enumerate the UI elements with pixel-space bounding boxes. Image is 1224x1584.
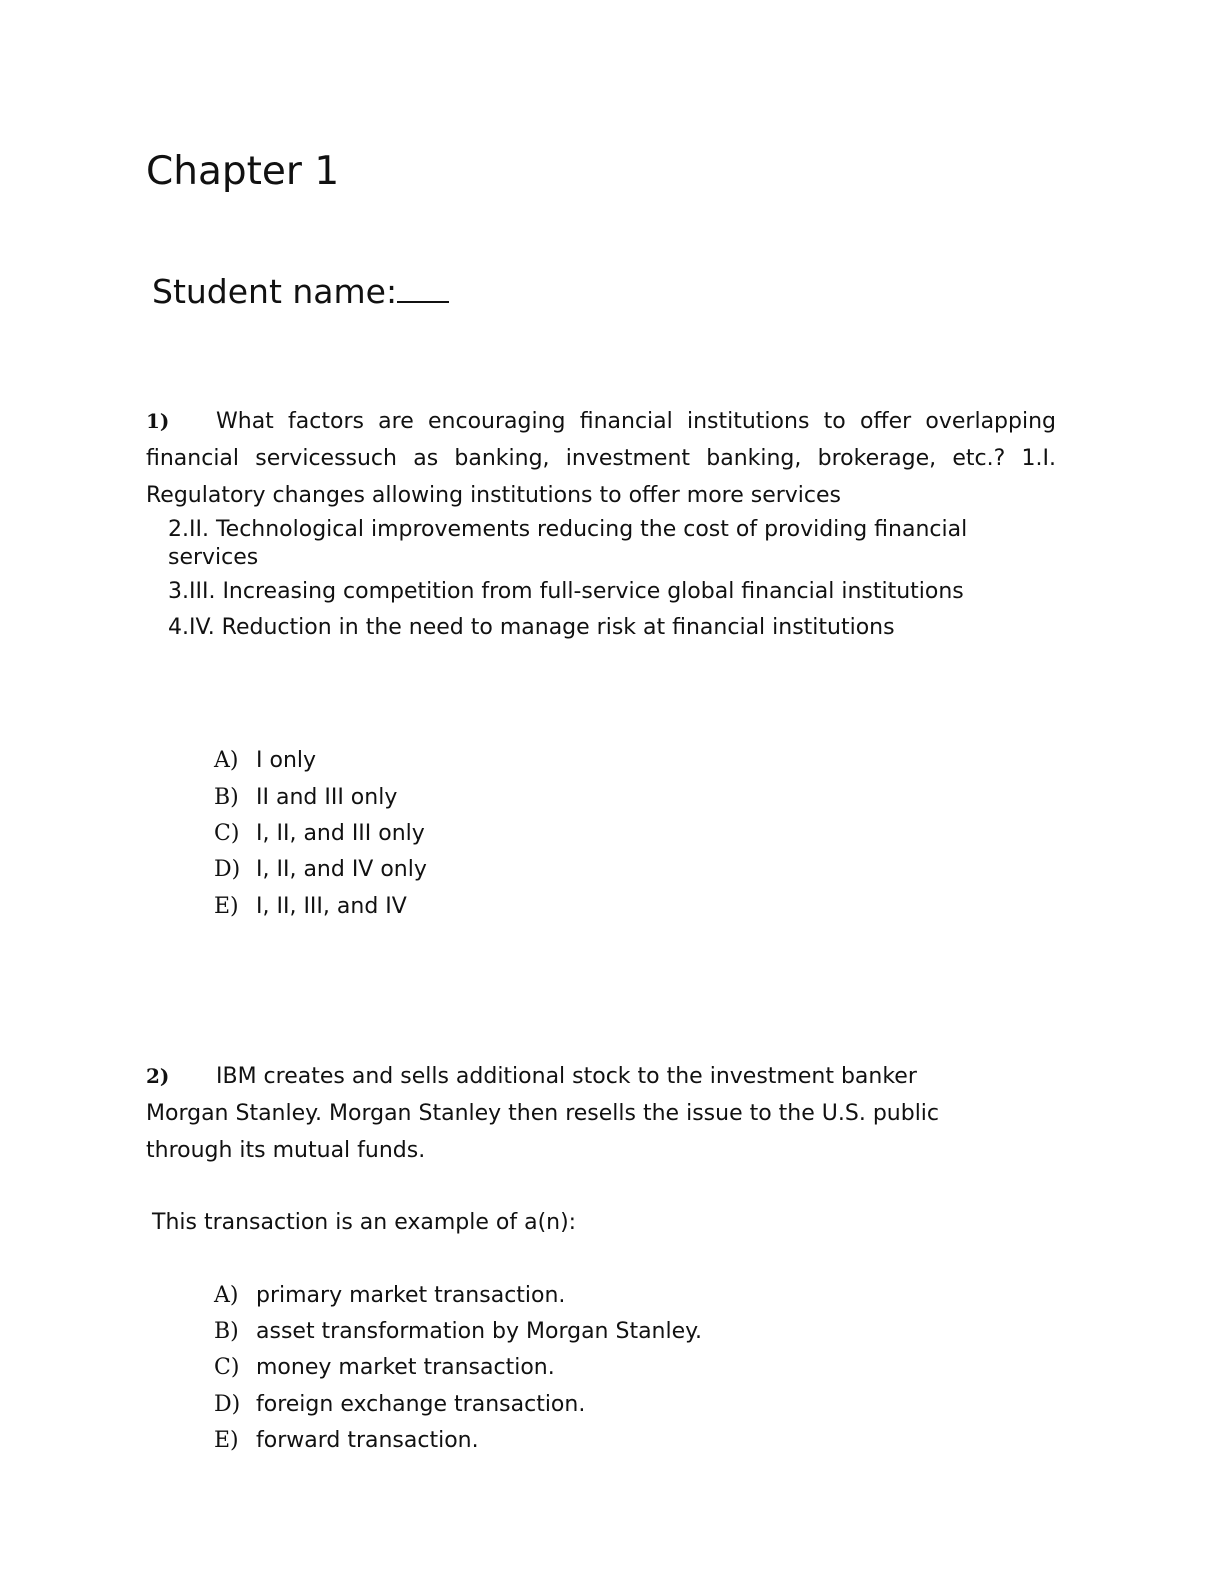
option-letter: C) (214, 821, 240, 846)
question-1-option-b[interactable] (214, 783, 397, 813)
option-text: I, II, and III only (256, 821, 425, 846)
option-letter: A) (214, 1283, 239, 1308)
option-letter: D) (214, 1392, 241, 1417)
question-1-body: What factors are encouraging financial institutions to offer overlapping financial servicessuch as banking, investment banking, brokerage, etc.? 1.I. Regulatory changes allowing institutions to offer more services (146, 409, 1056, 508)
question-2-option-b[interactable] (214, 1317, 702, 1347)
question-1-option-c[interactable] (214, 819, 425, 849)
option-text: I, II, III, and IV (256, 894, 407, 919)
question-2-option-d[interactable] (214, 1390, 585, 1420)
option-letter: E) (214, 894, 239, 919)
question-1-option-d[interactable] (214, 855, 427, 885)
option-text: foreign exchange transaction. (256, 1392, 586, 1417)
question-2-option-e[interactable] (214, 1426, 479, 1456)
option-text: primary market transaction. (256, 1283, 566, 1308)
option-text: money market transaction. (256, 1355, 555, 1380)
question-2-option-c[interactable] (214, 1353, 555, 1383)
option-letter: C) (214, 1355, 240, 1380)
question-1-text (146, 403, 1056, 514)
question-1-item-2: 2.II. Technological improvements reducing the cost of providing financial services (168, 517, 968, 570)
question-1-number: 1) (146, 409, 170, 433)
option-text: II and III only (256, 785, 398, 810)
question-2-number: 2) (146, 1064, 170, 1088)
option-letter: A) (214, 748, 239, 773)
option-text: I, II, and IV only (256, 857, 427, 882)
option-text: asset transformation by Morgan Stanley. (256, 1319, 703, 1344)
student-name-blank[interactable] (397, 300, 449, 303)
student-name-label: Student name: (152, 272, 398, 311)
option-letter: B) (214, 785, 239, 810)
question-1-item-4: 4.IV. Reduction in the need to manage risk at financial institutions (168, 615, 895, 640)
question-2-text (146, 1058, 966, 1169)
question-2-option-a[interactable] (214, 1281, 565, 1311)
option-letter: D) (214, 857, 241, 882)
option-letter: B) (214, 1319, 239, 1344)
question-2-stem: This transaction is an example of a(n): (152, 1210, 577, 1235)
option-letter: E) (214, 1428, 239, 1453)
question-1-option-e[interactable] (214, 892, 407, 922)
student-name-line (152, 270, 449, 314)
option-text: forward transaction. (256, 1428, 479, 1453)
question-2-body: IBM creates and sells additional stock to the investment banker Morgan Stanley. Morgan Stanley then resells the issue to the U.S. public through its mutual funds. (146, 1064, 940, 1163)
question-1-item-3: 3.III. Increasing competition from full-service global financial institutions (168, 579, 964, 604)
chapter-title: Chapter 1 (146, 149, 340, 194)
question-1-option-a[interactable] (214, 746, 316, 776)
option-text: I only (256, 748, 317, 773)
